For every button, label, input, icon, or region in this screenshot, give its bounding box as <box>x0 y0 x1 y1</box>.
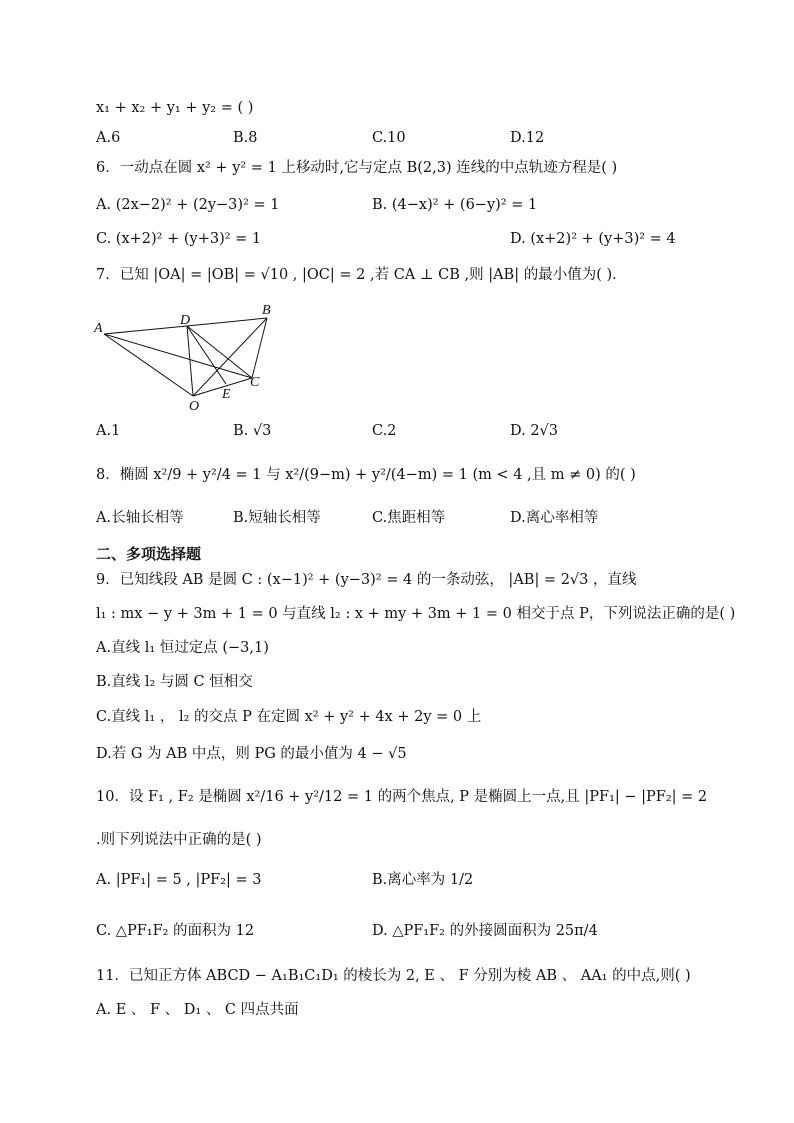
q7-option-d: D. 2√3 <box>510 423 559 439</box>
point-c-label: C <box>250 375 260 390</box>
q6-option-b: B. (4−x)² + (6−y)² = 1 <box>372 197 538 213</box>
q6-option-a: A. (2x−2)² + (2y−3)² = 1 <box>96 197 280 213</box>
q5-option-d: D.12 <box>510 130 545 146</box>
q8-stem: 8．椭圆 x²/9 + y²/4 = 1 与 x²/(9−m) + y²/(4−m) = 1 (m < 4 ,且 m ≠ 0) 的( ) <box>96 467 636 483</box>
q10-option-b: B.离心率为 1/2 <box>372 872 474 888</box>
point-o-label: O <box>189 399 200 414</box>
q8-option-a: A.长轴长相等 <box>96 510 184 526</box>
q7-option-a: A.1 <box>96 423 121 439</box>
q5-option-b: B.8 <box>233 130 258 146</box>
q6-option-d: D. (x+2)² + (y+3)² = 4 <box>510 231 676 247</box>
q5-tail: x₁ + x₂ + y₁ + y₂ = ( ) <box>96 100 254 116</box>
q11-option-a: A. E 、 F 、 D₁ 、 C 四点共面 <box>96 1002 299 1018</box>
q10-stem-line1: 10．设 F₁ , F₂ 是椭圆 x²/16 + y²/12 = 1 的两个焦点, P 是椭圆上一点,且 |PF₁| − |PF₂| = 2 <box>96 789 708 805</box>
q7-stem: 7．已知 |OA| = |OB| = √10 , |OC| = 2 ,若 CA ⊥ CB ,则 |AB| 的最小值为( ). <box>96 267 617 283</box>
q9-option-c: C.直线 l₁ ， l₂ 的交点 P 在定圆 x² + y² + 4x + 2y = 0 上 <box>96 709 482 725</box>
q8-option-b: B.短轴长相等 <box>233 510 321 526</box>
q7-option-c: C.2 <box>372 423 397 439</box>
q6-option-c: C. (x+2)² + (y+3)² = 1 <box>96 231 262 247</box>
q9-stem-line2: l₁ : mx − y + 3m + 1 = 0 与直线 l₂ : x + my + 3m + 1 = 0 相交于点 P，下列说法正确的是( ) <box>96 606 736 622</box>
q7-figure <box>92 300 282 415</box>
point-a-label: A <box>94 321 103 336</box>
q9-option-a: A.直线 l₁ 恒过定点 (−3,1) <box>96 640 269 656</box>
q10-stem-line2: .则下列说法中正确的是( ) <box>96 832 262 848</box>
q7-option-b: B. √3 <box>233 423 272 439</box>
q5-option-a: A.6 <box>96 130 121 146</box>
q10-option-a: A. |PF₁| = 5 , |PF₂| = 3 <box>96 872 262 888</box>
point-e-label: E <box>222 387 231 402</box>
q9-option-d: D.若 G 为 AB 中点，则 PG 的最小值为 4 − √5 <box>96 746 407 762</box>
q6-stem: 6．一动点在圆 x² + y² = 1 上移动时,它与定点 B(2,3) 连线的中点轨迹方程是( ) <box>96 160 618 176</box>
q9-option-b: B.直线 l₂ 与圆 C 恒相交 <box>96 674 253 690</box>
section-title: 二、多项选择题 <box>96 545 202 563</box>
point-b-label: B <box>262 303 271 318</box>
q8-option-c: C.焦距相等 <box>372 510 446 526</box>
q11-stem: 11．已知正方体 ABCD − A₁B₁C₁D₁ 的棱长为 2, E 、 F 分别为棱 AB 、 AA₁ 的中点,则( ) <box>96 968 691 984</box>
q10-option-d: D. △PF₁F₂ 的外接圆面积为 25π/4 <box>372 923 598 939</box>
q8-option-d: D.离心率相等 <box>510 510 599 526</box>
point-d-label: D <box>180 313 191 328</box>
q5-option-c: C.10 <box>372 130 406 146</box>
q10-option-c: C. △PF₁F₂ 的面积为 12 <box>96 923 255 939</box>
q9-stem-line1: 9．已知线段 AB 是圆 C : (x−1)² + (y−3)² = 4 的一条动弦， |AB| = 2√3 ，直线 <box>96 572 637 588</box>
